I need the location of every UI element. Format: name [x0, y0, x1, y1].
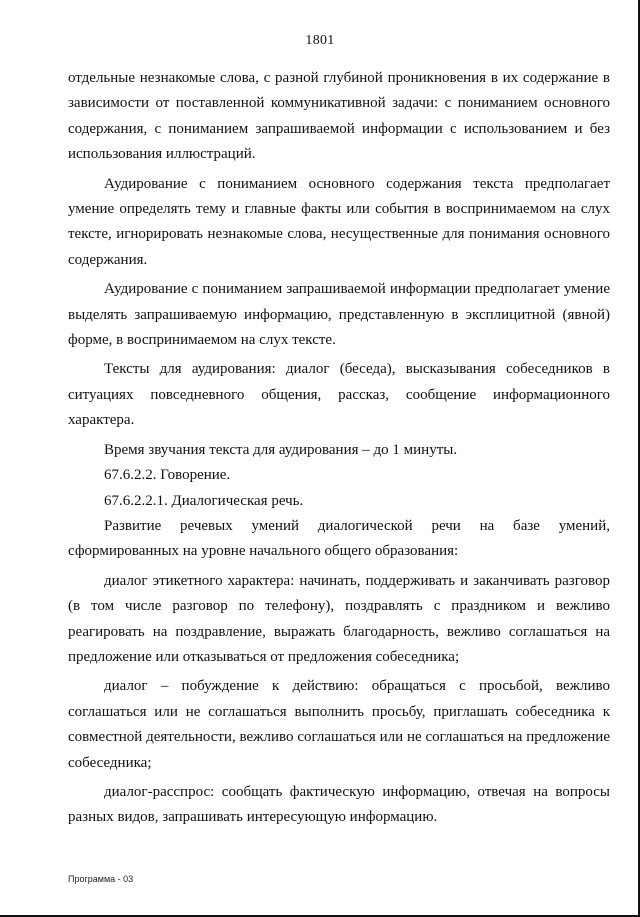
list-item-action-dialogue: диалог – побуждение к действию: обращаться с просьбой, вежливо соглашаться или не соглашаться выполнить просьбу, приглашать собеседника к совместной деятельности, вежливо соглашаться или не соглашаться на предложение собеседника;	[68, 678, 610, 771]
document-body	[68, 66, 610, 831]
list-item-etiquette-dialogue: диалог этикетного характера: начинать, поддерживать и заканчивать разговор (в том числе разговор по телефону), поздравлять с праздником и вежливо реагировать на поздравление, выражать благодарность, вежливо соглашаться на предложение или отказываться от предложения собеседника;	[68, 572, 610, 665]
page-number: 1801	[305, 33, 335, 48]
paragraph-continuation: отдельные незнакомые слова, с разной глубиной проникновения в их содержание в зависимости от поставленной коммуникативной задачи: с пониманием основного содержания, с пониманием запрашиваемой информации с использованием и без использования иллюстраций.	[68, 70, 610, 163]
section-heading-speaking: 67.6.2.2. Говорение.	[104, 467, 231, 484]
paragraph-listening-texts: Тексты для аудирования: диалог (беседа), высказывания собеседников в ситуациях повседневного общения, рассказ, сообщение информационного характера.	[68, 361, 610, 429]
paragraph-requested-info-listening: Аудирование с пониманием запрашиваемой информации предполагает умение выделять запрашиваемую информацию, представленную в эксплицитной (явной) форме, в воспринимаемом на слух тексте.	[68, 281, 610, 349]
paragraph-dialogic-development: Развитие речевых умений диалогической речи на базе умений, сформированных на уровне начального общего образования:	[68, 517, 610, 560]
list-item-inquiry-dialogue: диалог-расспрос: сообщать фактическую информацию, отвечая на вопросы разных видов, запрашивать интересующую информацию.	[68, 783, 610, 826]
section-heading-dialogic-speech: 67.6.2.2.1. Диалогическая речь.	[104, 492, 304, 509]
footer-label: Программа - 03	[68, 874, 134, 884]
paragraph-main-content-listening: Аудирование с пониманием основного содержания текста предполагает умение определять тему и главные факты или события в воспринимаемом на слух тексте, игнорировать незнакомые слова, несущественные для понимания основного содержания.	[68, 175, 610, 268]
paragraph-listening-duration: Время звучания текста для аудирования – до 1 минуты.	[104, 441, 458, 458]
